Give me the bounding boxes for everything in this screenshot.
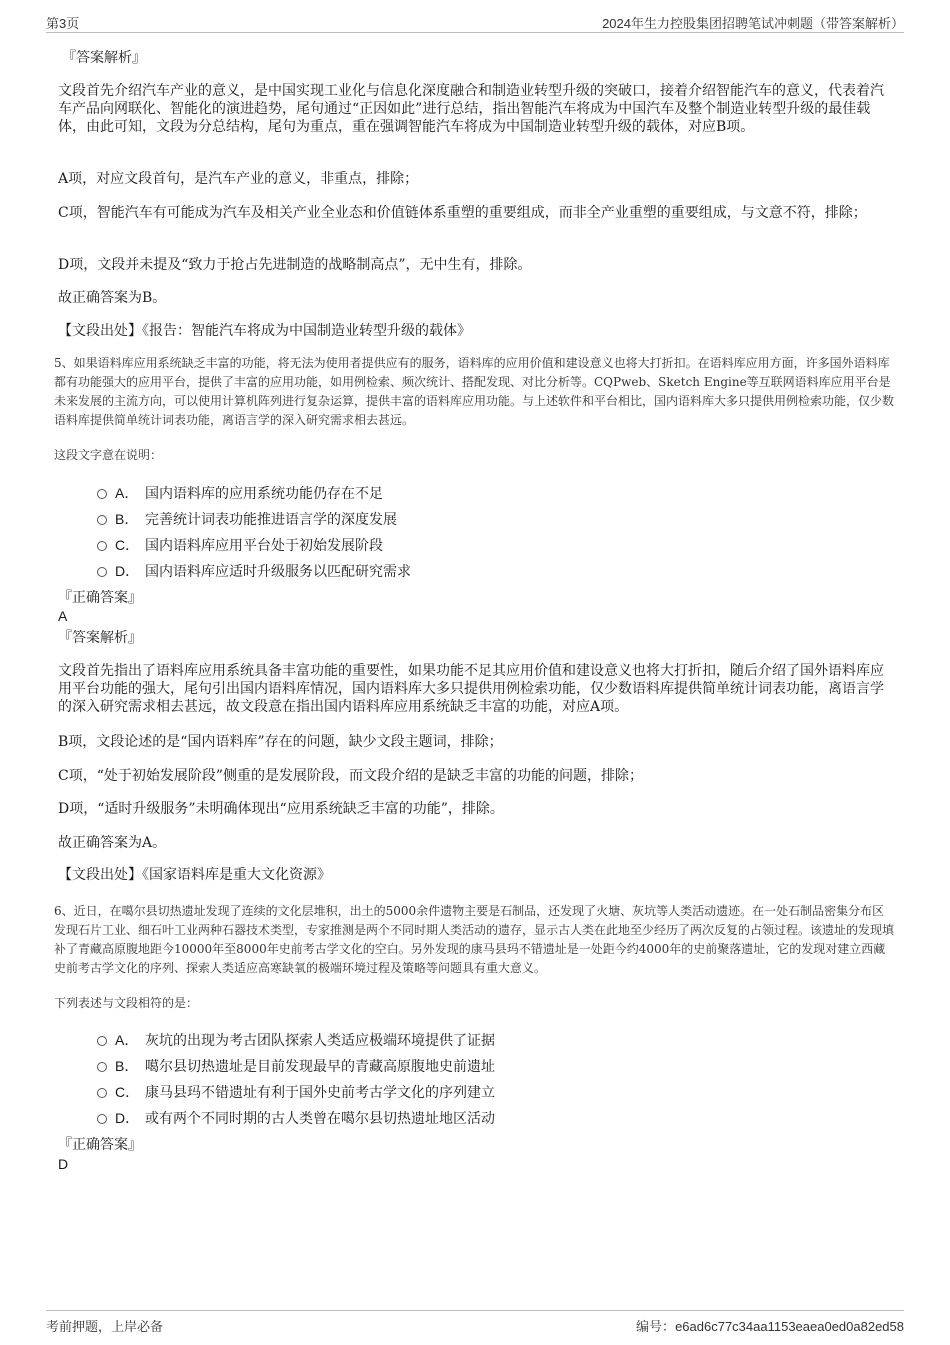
serial-value: e6ad6c77c34aa1153eaea0ed0a82ed58 — [675, 1319, 904, 1334]
answer-value: A — [58, 608, 68, 624]
option-letter: D． — [115, 1110, 140, 1126]
question-5-stem: 5、如果语料库应用系统缺乏丰富的功能，将无法为使用者提供应有的服务，语料库的应用价值和建设意义也将大打折扣。在语料库应用方面，许多国外语料库都有功能强大的应用平台，提供了丰富的应用功能，如用例检索、频次统计、搭配发现、对比分析等。CQPweb、Sketch Engine等互联网语料库应用平台是未来发展的主流方向，可以使用计算机阵列进行复杂运算，提供丰富的语料库应用功能。与上述软件和平台相比，国内语料库大多只提供用例检索功能，仅少数语料库提供简单统计词表功能，离语言学的深入研究需求相去甚远。 — [54, 356, 895, 427]
option-letter: A． — [115, 485, 139, 501]
option-c-explanation: C项，“处于初始发展阶段”侧重的是发展阶段，而文段介绍的是缺乏丰富的功能的问题，排除； — [58, 768, 644, 784]
q6-option-a[interactable] — [97, 1031, 495, 1050]
option-d-explanation: D项，文段并未提及“致力于抢占先进制造的战略制高点”，无中生有，排除。 — [58, 257, 532, 273]
question-5-prompt: 这段文字意在说明： — [54, 448, 163, 462]
radio-icon[interactable] — [97, 489, 107, 499]
source-citation: 【文段出处】《报告：智能汽车将成为中国制造业转型升级的载体》 — [58, 323, 471, 339]
answer-value: D — [58, 1156, 69, 1172]
option-letter: B． — [115, 1058, 139, 1074]
option-text: 国内语料库应适时升级服务以匹配研究需求 — [145, 564, 411, 580]
option-letter: D． — [115, 563, 140, 579]
source-citation: 【文段出处】《国家语料库是重大文化资源》 — [58, 867, 331, 883]
radio-icon[interactable] — [97, 1114, 107, 1124]
option-b-explanation: B项，文段论述的是“国内语料库”存在的问题，缺少文段主题词，排除； — [58, 734, 503, 750]
page-header — [46, 10, 904, 33]
option-d-explanation: D项，“适时升级服务”未明确体现出“应用系统缺乏丰富的功能”，排除。 — [58, 801, 504, 817]
q6-option-c[interactable] — [97, 1083, 495, 1102]
q5-option-b[interactable] — [97, 510, 397, 529]
footer-slogan: 考前押题，上岸必备 — [46, 1319, 164, 1334]
option-a-explanation: A项，对应文段首句，是汽车产业的意义，非重点，排除； — [58, 171, 419, 187]
option-letter: C． — [115, 537, 140, 553]
page-footer — [46, 1310, 904, 1337]
option-text: 完善统计词表功能推进语言学的深度发展 — [145, 512, 397, 528]
q5-option-c[interactable] — [97, 536, 383, 555]
question-6-stem: 6、近日，在噶尔县切热遗址发现了连续的文化层堆积，出土的5000余件遗物主要是石制品，还发现了火塘、灰坑等人类活动遗迹。在一处石制品密集分布区发现石片工业、细石叶工业两种石器技术类型，专家推测是两个不同时期人类活动的遗存，显示古人类在此地至少经历了两次反复的占领过程。该遗址的发现填补了青藏高原腹地距今10000年至8000年史前考古学文化的空白。另外发现的康马县玛不错遗址是一处距今约4000年的史前聚落遗址，它的发现对建立西藏史前考古学文化的序列、探索人类适应高寒缺氧的极端环境过程及策略等问题具有重大意义。 — [54, 904, 895, 975]
analysis-paragraph: 文段首先介绍汽车产业的意义，是中国实现工业化与信息化深度融合和制造业转型升级的突破口，接着介绍智能汽车的意义，代表着汽车产品向网联化、智能化的演进趋势，尾句通过“正因如此”进行总结，指出智能汽车将成为中国汽车及整个制造业转型升级的最佳载体，由此可知，文段为分总结构，尾句为重点，重在强调智能汽车将成为中国制造业转型升级的载体，对应B项。 — [58, 83, 884, 135]
q6-option-d[interactable] — [97, 1109, 495, 1128]
answer-heading: 『正确答案』 — [58, 590, 142, 606]
option-letter: A． — [115, 1032, 139, 1048]
radio-icon[interactable] — [97, 567, 107, 577]
option-letter: C． — [115, 1084, 140, 1100]
q5-option-d[interactable] — [97, 562, 411, 581]
q6-option-b[interactable] — [97, 1057, 495, 1076]
question-6-prompt: 下列表述与文段相符的是： — [54, 996, 199, 1010]
option-letter: B． — [115, 511, 139, 527]
radio-icon[interactable] — [97, 1088, 107, 1098]
serial-label: 编号： — [636, 1319, 676, 1334]
option-text: 康马县玛不错遗址有利于国外史前考古学文化的序列建立 — [145, 1085, 495, 1101]
document-title: 2024年生力控股集团招聘笔试冲刺题（带答案解析） — [602, 16, 904, 31]
radio-icon[interactable] — [97, 1062, 107, 1072]
answer-heading: 『正确答案』 — [58, 1137, 142, 1153]
option-text: 噶尔县切热遗址是目前发现最早的青藏高原腹地史前遗址 — [145, 1059, 495, 1075]
conclusion: 故正确答案为B。 — [58, 290, 167, 306]
analysis-paragraph: 文段首先指出了语料库应用系统具备丰富功能的重要性，如果功能不足其应用价值和建设意义也将大打折扣，随后介绍了国外语料库应用平台功能的强大，尾句引出国内语料库情况，国内语料库大多只提供用例检索功能，仅少数语料库提供简单统计词表功能，离语言学的深入研究需求相去甚远，故文段意在指出国内语料库应用系统缺乏丰富的功能，对应A项。 — [58, 663, 884, 715]
analysis-heading: 『答案解析』 — [58, 630, 142, 646]
serial-number — [636, 1316, 904, 1335]
option-text: 国内语料库应用平台处于初始发展阶段 — [145, 538, 383, 554]
radio-icon[interactable] — [97, 541, 107, 551]
q5-option-a[interactable] — [97, 484, 383, 503]
option-c-explanation: C项，智能汽车有可能成为汽车及相关产业全业态和价值链体系重塑的重要组成，而非全产业重塑的重要组成，与文意不符，排除； — [58, 205, 867, 221]
conclusion: 故正确答案为A。 — [58, 835, 167, 851]
option-text: 或有两个不同时期的古人类曾在噶尔县切热遗址地区活动 — [145, 1111, 495, 1127]
page-number: 第3页 — [46, 16, 80, 31]
radio-icon[interactable] — [97, 515, 107, 525]
option-text: 国内语料库的应用系统功能仍存在不足 — [145, 486, 383, 502]
radio-icon[interactable] — [97, 1036, 107, 1046]
option-text: 灰坑的出现为考古团队探索人类适应极端环境提供了证据 — [145, 1033, 495, 1049]
analysis-heading: 『答案解析』 — [62, 50, 146, 66]
